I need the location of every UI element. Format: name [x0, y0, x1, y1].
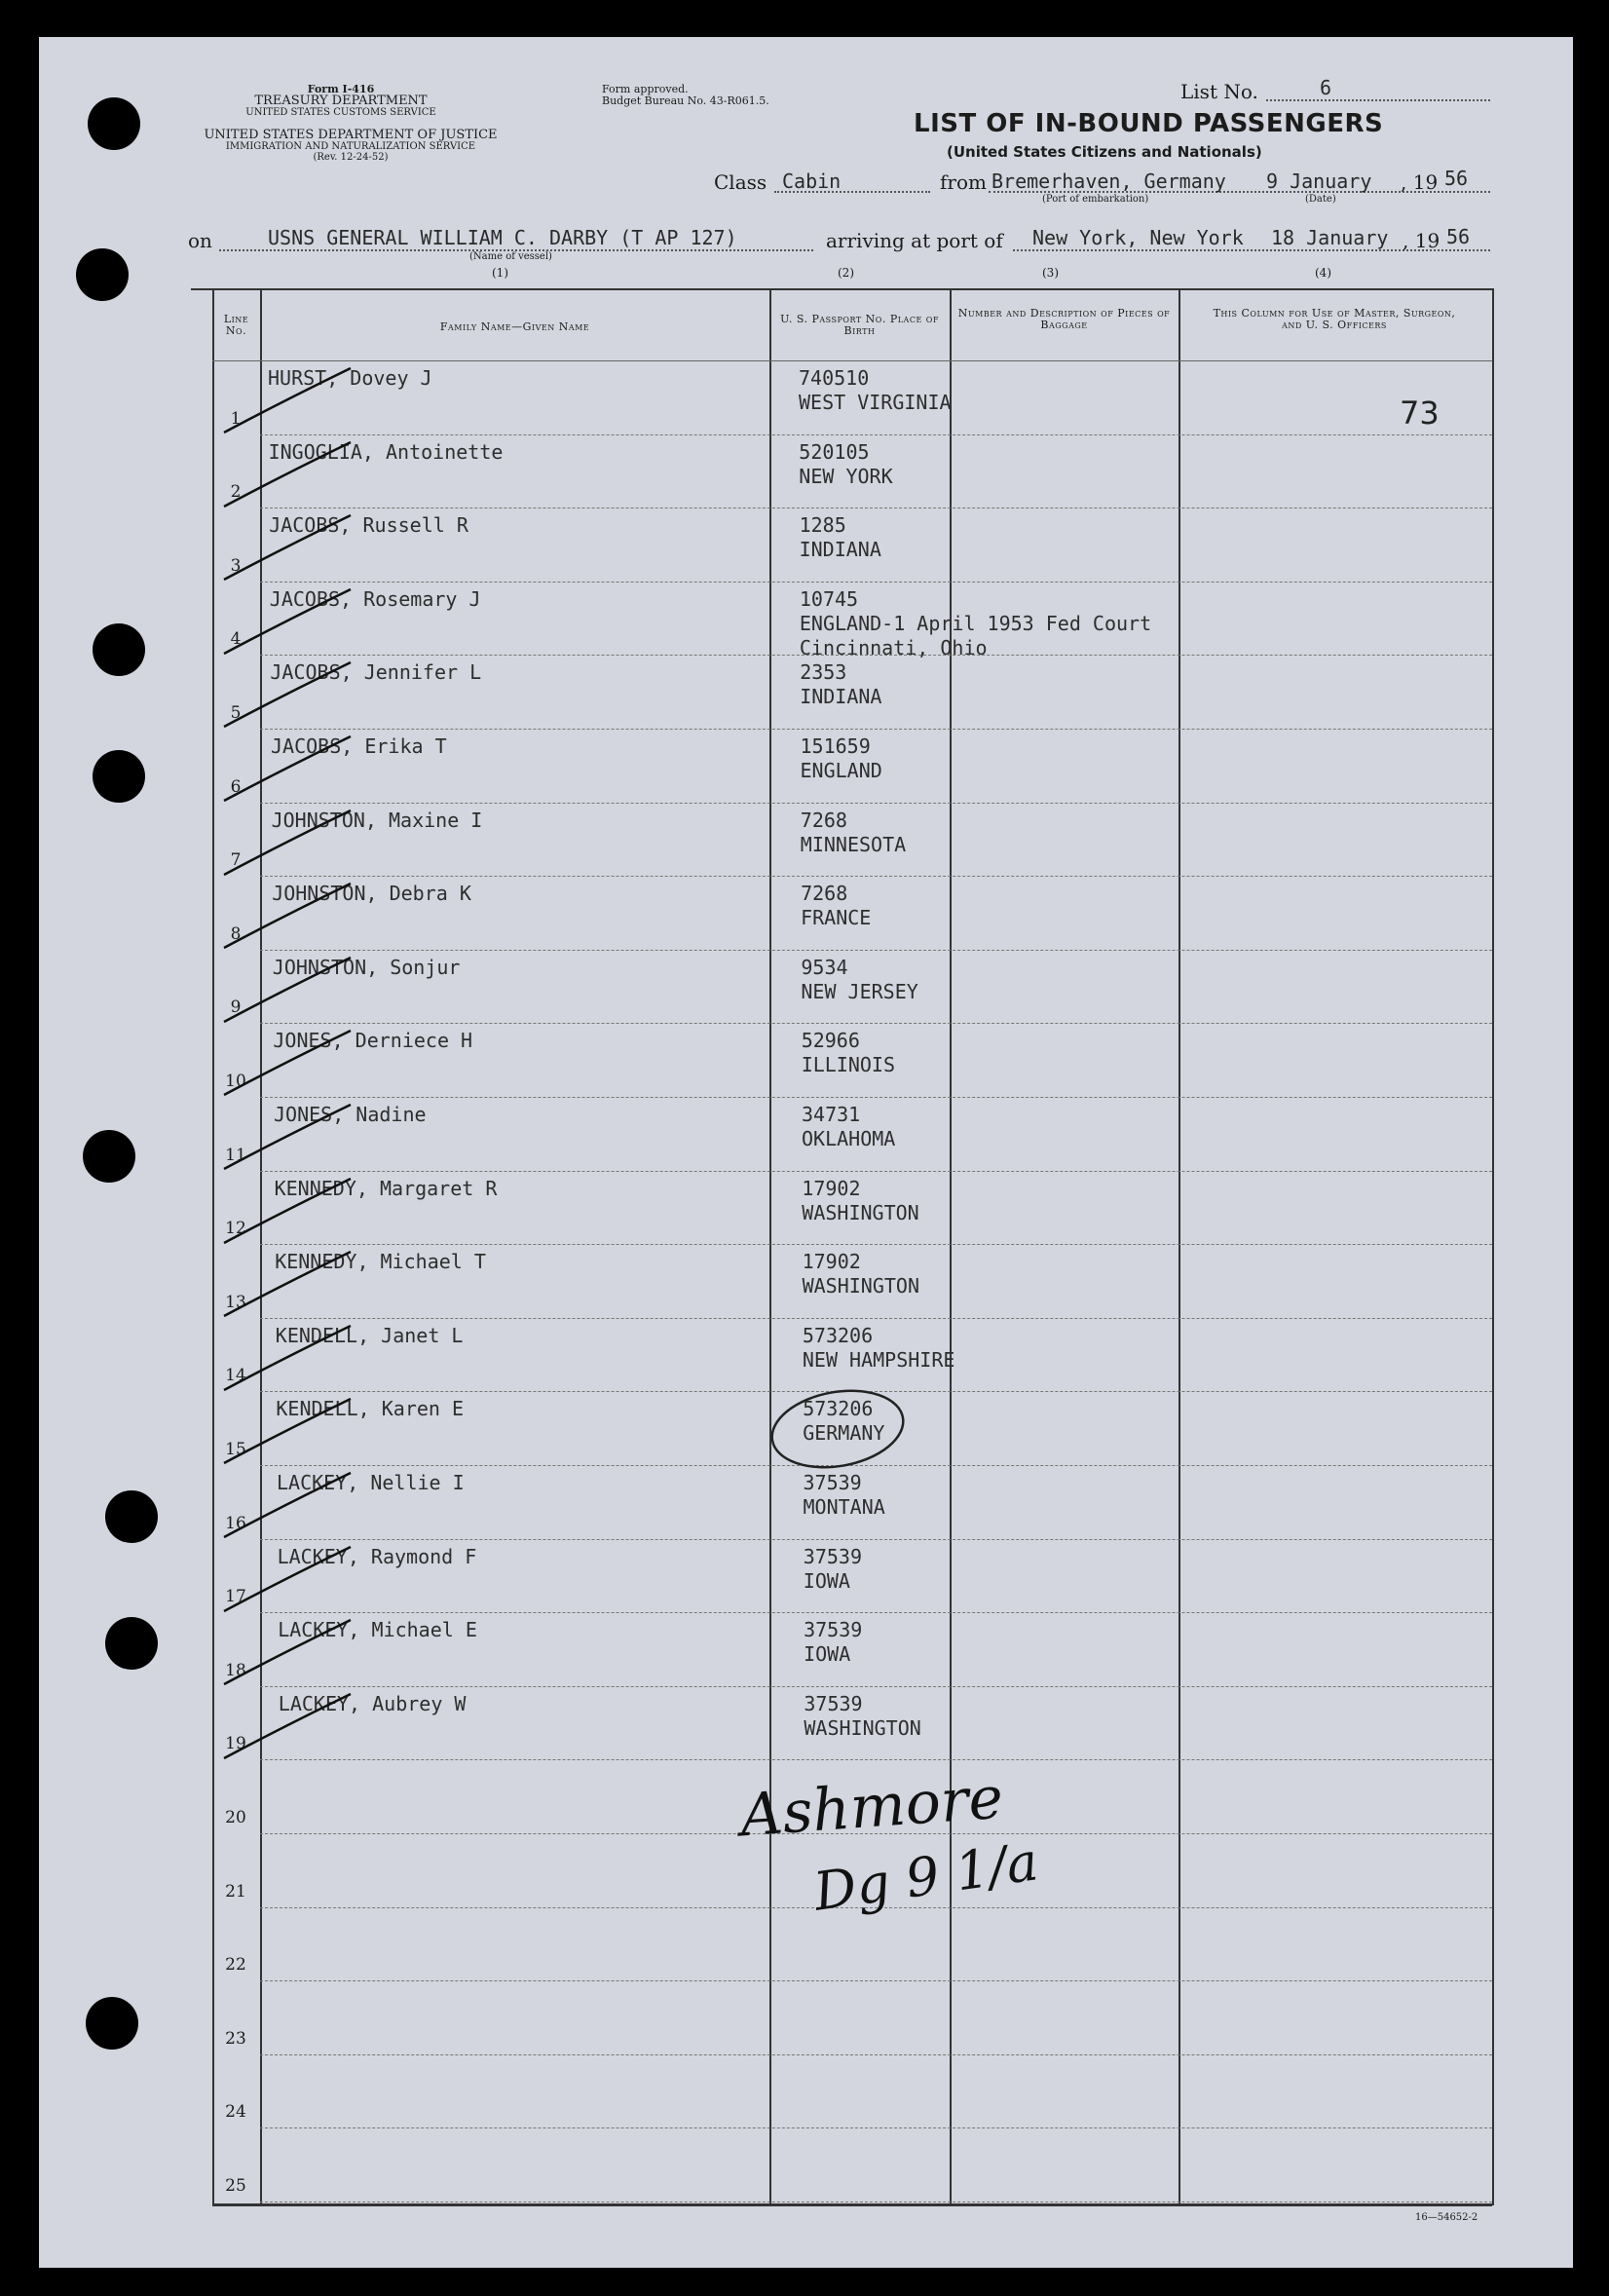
passport-cell [803, 1324, 955, 1373]
punch-hole [93, 750, 145, 803]
passport-cell [801, 809, 906, 857]
place-of-birth: INDIANA [799, 538, 881, 562]
passport-cell [801, 882, 871, 930]
circle-mark [765, 1383, 911, 1476]
passport-cell [803, 1250, 919, 1299]
row-separator [260, 1023, 1492, 1024]
place-of-birth: WASHINGTON [804, 1715, 921, 1740]
row-line-number: 5 [230, 703, 242, 723]
check-mark [214, 1320, 370, 1398]
passport-cell [802, 1177, 918, 1225]
passport-cell [800, 513, 881, 562]
place-of-birth: ENGLAND [800, 759, 882, 782]
row-separator [260, 1097, 1492, 1098]
passenger-name: KENDELL, Janet L [275, 1323, 464, 1347]
check-mark [214, 878, 370, 956]
place-of-birth: NEW HAMPSHIRE [802, 1347, 955, 1372]
check-mark [214, 362, 370, 440]
row-line-number: 24 [225, 2102, 246, 2123]
form-header-left [175, 84, 506, 118]
check-mark [214, 1099, 370, 1177]
row-separator [260, 1171, 1492, 1172]
row-line-number: 12 [225, 1219, 246, 1239]
on-label: on [188, 229, 212, 252]
row-line-number: 11 [225, 1145, 246, 1165]
row-separator [260, 876, 1492, 877]
passenger-name: HURST, Dovey J [268, 366, 432, 390]
vessel-name: USNS GENERAL WILLIAM C. DARBY (T AP 127) [268, 226, 737, 249]
header-baggage: Number and Description of Pieces of Baggage [957, 307, 1171, 331]
row-line-number: 1 [230, 408, 242, 429]
row-separator [260, 1318, 1492, 1319]
row-line-number: 21 [225, 1881, 246, 1901]
passport-cell [799, 440, 892, 489]
punch-hole [76, 248, 129, 301]
signature-line2: Dg 9 1/a [809, 1830, 1042, 1923]
punch-hole [93, 623, 145, 676]
place-of-birth: MINNESOTA [800, 832, 907, 856]
passenger-name: JONES, Nadine [274, 1103, 427, 1126]
passenger-name: INGOGLIA, Antoinette [268, 439, 504, 464]
place-of-birth: NEW JERSEY [801, 979, 918, 1003]
arrival-port: New York, New York [1032, 226, 1244, 249]
passport-number: 573206 [803, 1397, 874, 1421]
passport-cell [799, 366, 952, 415]
punch-hole [88, 97, 140, 150]
col-number-4: (4) [1315, 266, 1331, 280]
check-mark [214, 1541, 370, 1619]
passport-number: 573206 [802, 1323, 874, 1347]
form-id: Form I-416 [307, 83, 375, 95]
row-line-number: 2 [230, 482, 242, 503]
page-title: LIST OF IN-BOUND PASSENGERS [914, 109, 1384, 138]
row-line-number: 8 [230, 923, 242, 944]
place-of-birth: WEST VIRGINIA [799, 391, 952, 414]
check-mark [214, 805, 370, 883]
row-line-number: 22 [225, 1955, 246, 1976]
check-mark [214, 657, 370, 734]
check-mark [214, 1393, 370, 1471]
page-subtitle: (United States Citizens and Nationals) [947, 143, 1262, 161]
passenger-name: LACKEY, Raymond F [277, 1544, 477, 1568]
table-top-border [191, 288, 1492, 290]
list-no-label: List No. [1180, 80, 1258, 103]
customs-service: UNITED STATES CUSTOMS SERVICE [245, 107, 436, 118]
row-line-number: 23 [225, 2028, 246, 2049]
passenger-name: JACOBS, Rosemary J [269, 586, 481, 611]
check-mark [214, 1467, 370, 1545]
row-line-number: 16 [225, 1513, 246, 1533]
passenger-name: LACKEY, Aubrey W [278, 1691, 467, 1715]
departure-date: 9 January [1266, 169, 1372, 193]
place-of-birth: IOWA [803, 1568, 850, 1593]
departure-year-prefix: , 19 [1401, 170, 1439, 194]
header-bottom-border [212, 360, 1492, 361]
passenger-name: JOHNSTON, Maxine I [271, 808, 483, 832]
list-no-value: 6 [1320, 76, 1332, 99]
check-mark [214, 509, 370, 587]
row-line-number: 18 [225, 1660, 246, 1680]
class-label: Class [714, 170, 767, 194]
row-line-number: 14 [225, 1366, 246, 1386]
check-mark [214, 1025, 370, 1103]
col-divider-passport [769, 288, 771, 2205]
place-of-birth: NEW YORK [799, 464, 893, 488]
passport-cell [801, 956, 917, 1004]
approved-line1: Form approved. [602, 83, 689, 95]
row-line-number: 7 [230, 850, 242, 871]
check-mark [214, 731, 370, 809]
passport-number: 9534 [801, 955, 848, 979]
row-separator [260, 1686, 1492, 1687]
passenger-name: JACOBS, Erika T [271, 734, 447, 758]
place-of-birth: IOWA [804, 1642, 851, 1667]
arrival-date: 18 January [1271, 226, 1389, 249]
arrival-year-prefix: , 19 [1403, 229, 1441, 252]
row-line-number: 13 [225, 1292, 246, 1312]
footer-code: 16—54652-2 [1415, 2212, 1478, 2223]
passport-cell [800, 660, 881, 709]
class-value: Cabin [782, 169, 842, 193]
check-mark [214, 1173, 370, 1251]
punch-hole [83, 1130, 135, 1183]
row-separator [260, 1759, 1492, 1760]
count-stamp: 73 [1400, 395, 1440, 432]
place-of-birth: GERMANY [803, 1421, 885, 1446]
passenger-name: KENNEDY, Michael T [275, 1250, 486, 1274]
passenger-name: LACKEY, Michael E [278, 1618, 477, 1642]
signature-line1: Ashmore [737, 1763, 1006, 1851]
treasury-dept: TREASURY DEPARTMENT [254, 94, 428, 108]
form-approved [602, 84, 769, 107]
header-line-no: Line No. [223, 313, 249, 337]
table-right-border [1492, 288, 1494, 2205]
passport-cell [804, 1471, 885, 1520]
passport-cell [802, 1029, 895, 1077]
row-separator [260, 950, 1492, 951]
place-of-birth: INDIANA [800, 685, 882, 709]
passport-number: 34731 [802, 1103, 861, 1126]
passenger-name: KENDELL, Karen E [276, 1397, 465, 1421]
header-passport: U. S. Passport No. Place of Birth [780, 313, 939, 337]
row-separator [260, 582, 1492, 583]
row-separator [260, 1539, 1492, 1540]
birth-note: Cincinnati, Ohio [799, 635, 988, 659]
row-line-number: 10 [225, 1072, 246, 1091]
col-divider-baggage [950, 288, 952, 2205]
passenger-name: KENNEDY, Margaret R [274, 1176, 498, 1200]
passport-number: 17902 [802, 1250, 861, 1274]
col-number-2: (2) [838, 266, 854, 280]
table-bottom-border [212, 2203, 1492, 2206]
from-label: from [940, 170, 987, 194]
passport-cell [804, 1545, 862, 1594]
arrival-year: 56 [1446, 225, 1471, 248]
place-of-birth: OKLAHOMA [802, 1127, 896, 1150]
passport-number: 740510 [799, 366, 870, 390]
row-line-number: 19 [225, 1734, 246, 1754]
passport-number: 10745 [799, 586, 859, 611]
vessel-caption: (Name of vessel) [469, 251, 552, 262]
arriving-label: arriving at port of [826, 229, 1003, 252]
passport-number: 7268 [800, 808, 847, 832]
revision: (Rev. 12-24-52) [313, 152, 389, 163]
port-embarkation-caption: (Port of embarkation) [1042, 194, 1149, 205]
row-line-number: 4 [230, 629, 242, 650]
row-line-number: 15 [225, 1440, 246, 1459]
row-separator [260, 1244, 1492, 1245]
place-of-birth: MONTANA [803, 1495, 885, 1519]
row-separator [260, 1980, 1492, 1981]
row-line-number: 17 [225, 1587, 246, 1607]
passenger-name: JONES, Derniece H [273, 1029, 473, 1053]
check-mark [214, 583, 370, 661]
passport-cell [804, 1618, 862, 1667]
justice-dept: UNITED STATES DEPARTMENT OF JUSTICE [204, 128, 498, 142]
passport-number: 2353 [800, 660, 847, 685]
passenger-name: LACKEY, Nellie I [277, 1471, 465, 1494]
check-mark [214, 1246, 370, 1324]
punch-hole [105, 1490, 158, 1543]
passenger-name: JOHNSTON, Sonjur [272, 955, 461, 979]
place-of-birth: ILLINOIS [801, 1053, 896, 1077]
row-separator [260, 803, 1492, 804]
row-line-number: 9 [230, 997, 242, 1018]
form-header-left-2 [146, 130, 555, 163]
passport-number: 1285 [799, 513, 846, 538]
passport-number: 37539 [804, 1691, 863, 1715]
approved-line2: Budget Bureau No. 43-R061.5. [602, 94, 769, 107]
header-officers: This Column for Use of Master, Surgeon, and U. S. Officers [1213, 307, 1456, 331]
passenger-name: JACOBS, Jennifer L [270, 660, 482, 685]
passport-cell [800, 587, 1151, 660]
passport-number: 151659 [800, 734, 871, 758]
row-line-number: 6 [230, 776, 242, 797]
row-separator [260, 729, 1492, 730]
check-mark [214, 1614, 370, 1692]
row-separator [260, 1612, 1492, 1613]
check-mark [214, 436, 370, 514]
passport-cell [801, 734, 882, 783]
ins-service: IMMIGRATION AND NATURALIZATION SERVICE [225, 141, 476, 152]
col-number-3: (3) [1042, 266, 1059, 280]
place-of-birth: WASHINGTON [802, 1200, 919, 1224]
passenger-name: JACOBS, Russell R [269, 513, 468, 538]
departure-year: 56 [1444, 167, 1469, 190]
row-separator [260, 2127, 1492, 2128]
passport-number: 37539 [804, 1618, 863, 1642]
row-separator [260, 2054, 1492, 2055]
date-caption: (Date) [1305, 194, 1336, 205]
row-line-number: 3 [230, 555, 242, 576]
passport-number: 37539 [803, 1544, 863, 1568]
passport-number: 7268 [801, 882, 848, 906]
list-no-line [1266, 99, 1490, 101]
col-number-1: (1) [492, 266, 508, 280]
passport-number: 17902 [802, 1176, 861, 1200]
passenger-name: JOHNSTON, Debra K [272, 882, 471, 906]
passport-number: 37539 [803, 1471, 862, 1494]
punch-hole [105, 1617, 158, 1670]
check-mark [214, 1688, 370, 1766]
passport-cell [804, 1692, 920, 1741]
from-value: Bremerhaven, Germany [992, 169, 1226, 193]
place-of-birth: FRANCE [801, 906, 872, 930]
check-mark [214, 952, 370, 1030]
row-line-number: 25 [225, 2176, 246, 2196]
col-divider-officers [1179, 288, 1180, 2205]
row-line-number: 20 [225, 1808, 246, 1827]
place-of-birth: ENGLAND-1 April 1953 Fed Court [799, 611, 1152, 635]
place-of-birth: WASHINGTON [802, 1274, 920, 1299]
passport-cell [802, 1103, 895, 1151]
passport-number: 520105 [799, 439, 870, 464]
punch-hole [86, 1997, 138, 2050]
passport-number: 52966 [801, 1029, 860, 1053]
row-separator [260, 434, 1492, 435]
header-name: Family Name—Given Name [439, 320, 590, 333]
